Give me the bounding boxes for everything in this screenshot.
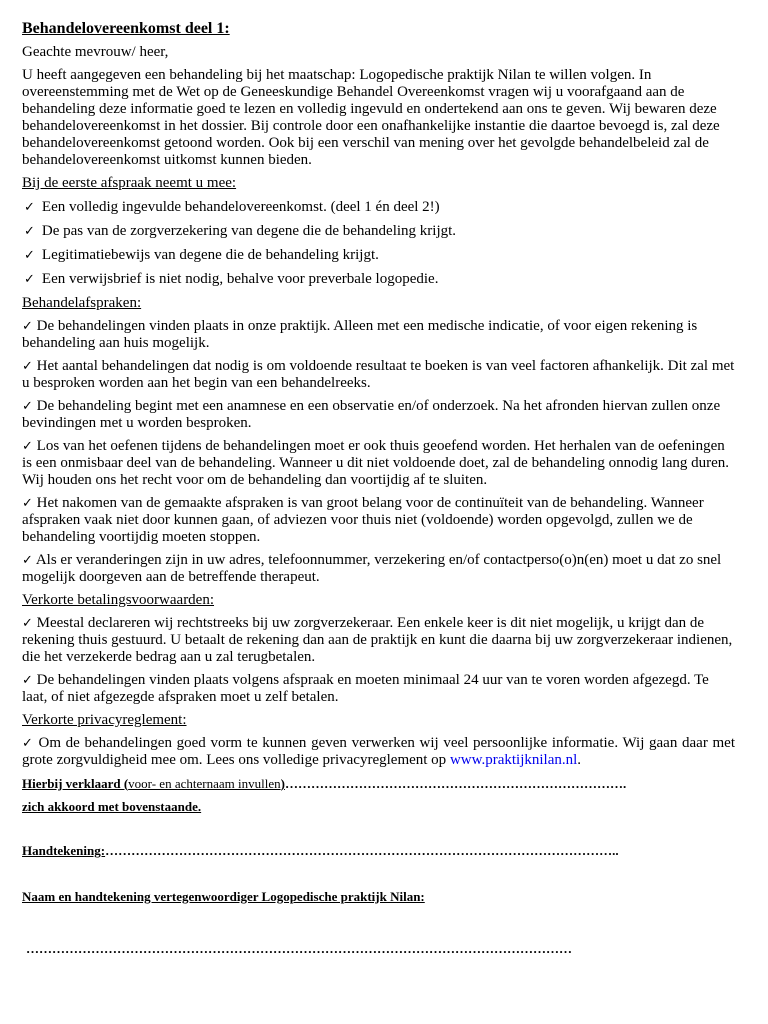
checkmark-icon: ✓ — [24, 200, 35, 215]
checkmark-icon: ✓ — [22, 439, 33, 454]
list-item: ✓ Een volledig ingevulde behandelovereenkomst. (deel 1 én deel 2!) — [24, 199, 440, 215]
agreements-heading: Behandelafspraken: — [22, 295, 142, 311]
greeting: Geachte mevrouw/ heer, — [22, 44, 169, 60]
declaration-line: Hierbij verklaard (voor- en achternaam invullen)……………………………………………………………………. — [22, 776, 627, 791]
list-item: ✓ De behandeling begint met een anamnese en een observatie en/of onderzoek. Na het afronden hiervan zullen onze bevindingen met u worden besproken. — [22, 398, 721, 431]
representative-label: Naam en handtekening vertegenwoordiger Logopedische praktijk Nilan: — [22, 889, 425, 904]
signature-line: Handtekening:……………………………………………………………………………………………………….. — [22, 843, 619, 858]
signature-field[interactable]: ……………………………………………………………………………………………………….. — [105, 843, 619, 858]
list-item: ✓ Legitimatiebewijs van degene die de behandeling krijgt. — [24, 247, 379, 263]
list-item: ✓ Het nakomen van de gemaakte afspraken is van groot belang voor de continuïteit van de behandeling. Wanneer afspraken vaak niet door kunnen gaan, of adviezen voor thuis niet (voldoende) worden opgevolgd, zullen we de behandeling voortijdig moeten stoppen. — [22, 495, 704, 545]
privacy-heading: Verkorte privacyreglement: — [22, 712, 187, 728]
list-item: ✓ Meestal declareren wij rechtstreeks bij uw zorgverzekeraar. Een enkele keer is dit niet mogelijk, u krijgt dan de rekening thuis gestuurd. U betaalt de rekening dan aan de praktijk en kunt die daarna bij uw zorgverzekeraar indienen, die het verzekerde bedrag aan u zal terugbetalen. — [22, 615, 733, 665]
checkmark-icon: ✓ — [22, 553, 33, 568]
list-item: ✓ Los van het oefenen tijdens de behandelingen moet er ook thuis geoefend worden. Het herhalen van de oefeningen is een onmisbaar deel van de behandeling. Wanneer u dit niet voldoende doet, zal de behandeling onnodig lang duren. Wij houden ons het recht voor om de behandeling dan voortijdig af te sluiten. — [22, 438, 730, 488]
declaration-name-field[interactable]: ……………………………………………………………………. — [284, 776, 627, 791]
checkmark-icon: ✓ — [24, 272, 35, 287]
checkmark-icon: ✓ — [24, 248, 35, 263]
first-visit-heading: Bij de eerste afspraak neemt u mee: — [22, 175, 237, 191]
privacy-paragraph: ✓ Om de behandelingen goed vorm te kunnen geven verwerken wij veel persoonlijke informatie. Wij gaan daar met grote zorgvuldigheid mee om. Lees ons volledige privacyreglement op www.praktijknilan.nl. — [22, 735, 735, 768]
representative-signature-field[interactable]: ……………………………………………………………………………………………………………… — [26, 941, 572, 956]
checkmark-icon: ✓ — [22, 736, 34, 751]
checkmark-icon: ✓ — [24, 224, 35, 239]
website-link[interactable]: www.praktijknilan.nl — [449, 752, 578, 768]
list-item: ✓ Een verwijsbrief is niet nodig, behalve voor preverbale logopedie. — [24, 271, 439, 287]
checkmark-icon: ✓ — [22, 359, 33, 374]
intro-paragraph: U heeft aangegeven een behandeling bij het maatschap: Logopedische praktijk Nilan te willen volgen. In overeenstemming met de Wet op de Geneeskundige Behandel Overeenkomst vragen wij u voorafgaand aan de behandeling deze informatie goed te lezen en volledig ingevuld en ondertekend aan ons te geven. Wij bewaren deze behandelovereenkomst in het dossier. Bij controle door een onafhankelijke instantie die daartoe bevoegd is, zal deze behandelovereenkomst getoond worden. Ook bij een verschil van mening over het gevolgde behandelbeleid zal de behandelovereenkomst uitkomst kunnen bieden. — [22, 67, 720, 168]
list-item: ✓ De behandelingen vinden plaats in onze praktijk. Alleen met een medische indicatie, of voor eigen rekening is behandeling aan huis mogelijk. — [22, 318, 698, 351]
checkmark-icon: ✓ — [22, 399, 33, 414]
checkmark-icon: ✓ — [22, 319, 33, 334]
list-item: ✓ Als er veranderingen zijn in uw adres, telefoonnummer, verzekering en/of contactperso(o)n(en) moet u dat zo snel mogelijk doorgeven aan de betreffende therapeut. — [22, 552, 722, 585]
payment-heading: Verkorte betalingsvoorwaarden: — [22, 592, 215, 608]
list-item: ✓ De behandelingen vinden plaats volgens afspraak en moeten minimaal 24 uur van te voren worden afgezegd. Te laat, of niet afgezegde afspraken moet u zelf betalen. — [22, 672, 709, 705]
declaration-agree: zich akkoord met bovenstaande. — [22, 799, 202, 814]
checkmark-icon: ✓ — [22, 616, 33, 631]
document-title: Behandelovereenkomst deel 1: — [22, 20, 230, 37]
checkmark-icon: ✓ — [22, 673, 33, 688]
checkmark-icon: ✓ — [22, 496, 33, 511]
list-item: ✓ Het aantal behandelingen dat nodig is om voldoende resultaat te boeken is van veel factoren afhankelijk. Dit zal met u besproken worden aan het begin van een behandelreeks. — [22, 358, 735, 391]
list-item: ✓ De pas van de zorgverzekering van degene die de behandeling krijgt. — [24, 223, 457, 239]
